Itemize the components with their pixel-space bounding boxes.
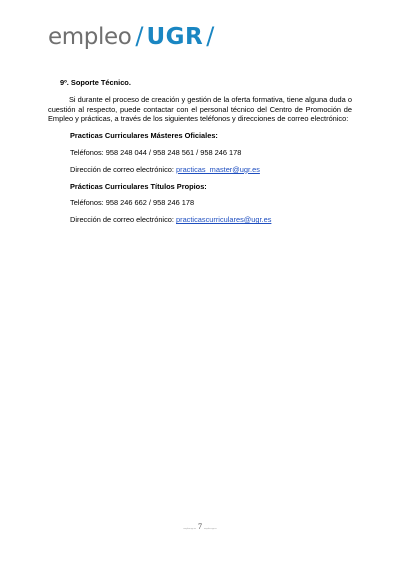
page-number: 7	[198, 522, 202, 531]
contact-block-titulos-propios	[70, 182, 352, 225]
email-line	[70, 215, 352, 225]
contact-block-masters	[70, 131, 352, 174]
logo-slash-icon: /	[206, 22, 215, 50]
phones-line	[70, 198, 352, 208]
footer-right-note: empleo.ugr.es	[204, 528, 217, 530]
section-title: 9º. Soporte Técnico.	[60, 78, 131, 87]
logo-slash-icon: /	[135, 22, 144, 50]
logo-brand: UGR	[146, 24, 204, 50]
phones-value: 958 248 044 / 958 248 561 / 958 246 178	[105, 147, 242, 157]
logo-word: empleo	[48, 24, 132, 50]
email-line	[70, 165, 352, 175]
email-label: Dirección de correo electrónico:	[70, 215, 174, 225]
contact-heading: Practicas Curriculares Másteres Oficiales:	[70, 131, 218, 141]
email-label: Dirección de correo electrónico:	[70, 164, 174, 174]
page-footer	[0, 522, 400, 531]
document-body	[48, 78, 352, 232]
email-link[interactable]: practicascurriculares@ugr.es	[176, 215, 272, 225]
phones-value: 958 246 662 / 958 246 178	[105, 198, 195, 208]
section-paragraph: Si durante el proceso de creación y gestión de la oferta formativa, tiene alguna duda o cuestión al respecto, puede contactar con el personal técnico del Centro de Promoción de Empleo y prácticas, a través de los siguientes teléfonos y direcciones de correo electrónico:	[48, 94, 352, 124]
email-link[interactable]: practicas_master@ugr.es	[176, 164, 260, 174]
footer-left-note: empleo.ugr.es	[183, 528, 196, 530]
phones-line	[70, 148, 352, 158]
phones-label: Teléfonos:	[70, 147, 104, 157]
contact-heading: Prácticas Curriculares Títulos Propios:	[70, 181, 207, 191]
phones-label: Teléfonos:	[70, 198, 104, 208]
empleo-ugr-logo	[48, 22, 214, 50]
